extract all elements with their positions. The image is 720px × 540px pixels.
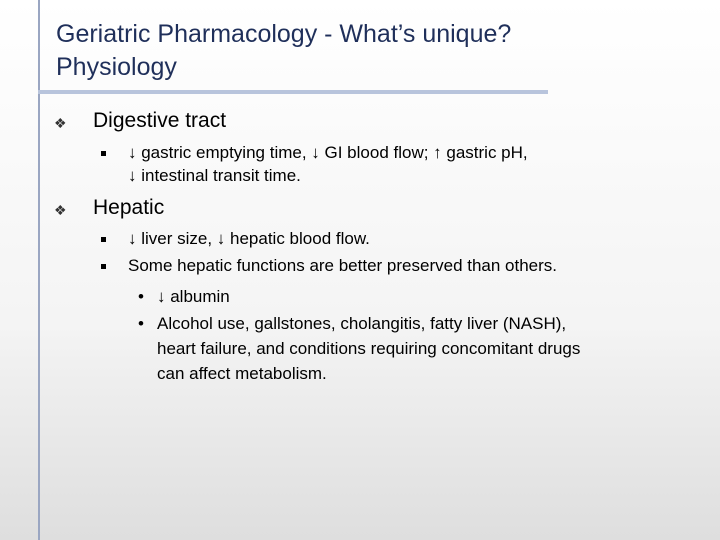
square-bullet-icon	[101, 237, 106, 242]
sub-item-metabolism-line-2: heart failure, and conditions requiring concomitant drugs	[157, 339, 581, 358]
list-item-digestive-1-line-1: ↓ gastric emptying time, ↓ GI blood flow; ↑ gastric pH,	[128, 143, 528, 162]
dot-bullet-icon: •	[138, 314, 144, 333]
sub-item-metabolism-line-1: Alcohol use, gallstones, cholangitis, fatty liver (NASH),	[157, 314, 567, 333]
square-bullet-icon	[101, 264, 106, 269]
sub-item-albumin: ↓ albumin	[157, 287, 230, 306]
slide-title-line-1: Geriatric Pharmacology - What’s unique?	[56, 20, 512, 48]
square-bullet-icon	[101, 151, 106, 156]
list-item-hepatic-2: Some hepatic functions are better preserved than others.	[128, 256, 558, 275]
dot-bullet-icon: •	[138, 287, 144, 306]
diamond-bullet-icon: ❖	[54, 202, 67, 218]
diamond-bullet-icon: ❖	[54, 115, 67, 131]
sub-item-metabolism-line-3: can affect metabolism.	[157, 364, 327, 383]
slide-title-line-2: Physiology	[56, 53, 177, 81]
list-item-digestive-1-line-2: ↓ intestinal transit time.	[128, 166, 301, 185]
list-item-hepatic-1: ↓ liver size, ↓ hepatic blood flow.	[128, 229, 370, 248]
section-heading-hepatic: Hepatic	[93, 196, 165, 219]
section-heading-digestive: Digestive tract	[93, 109, 227, 132]
